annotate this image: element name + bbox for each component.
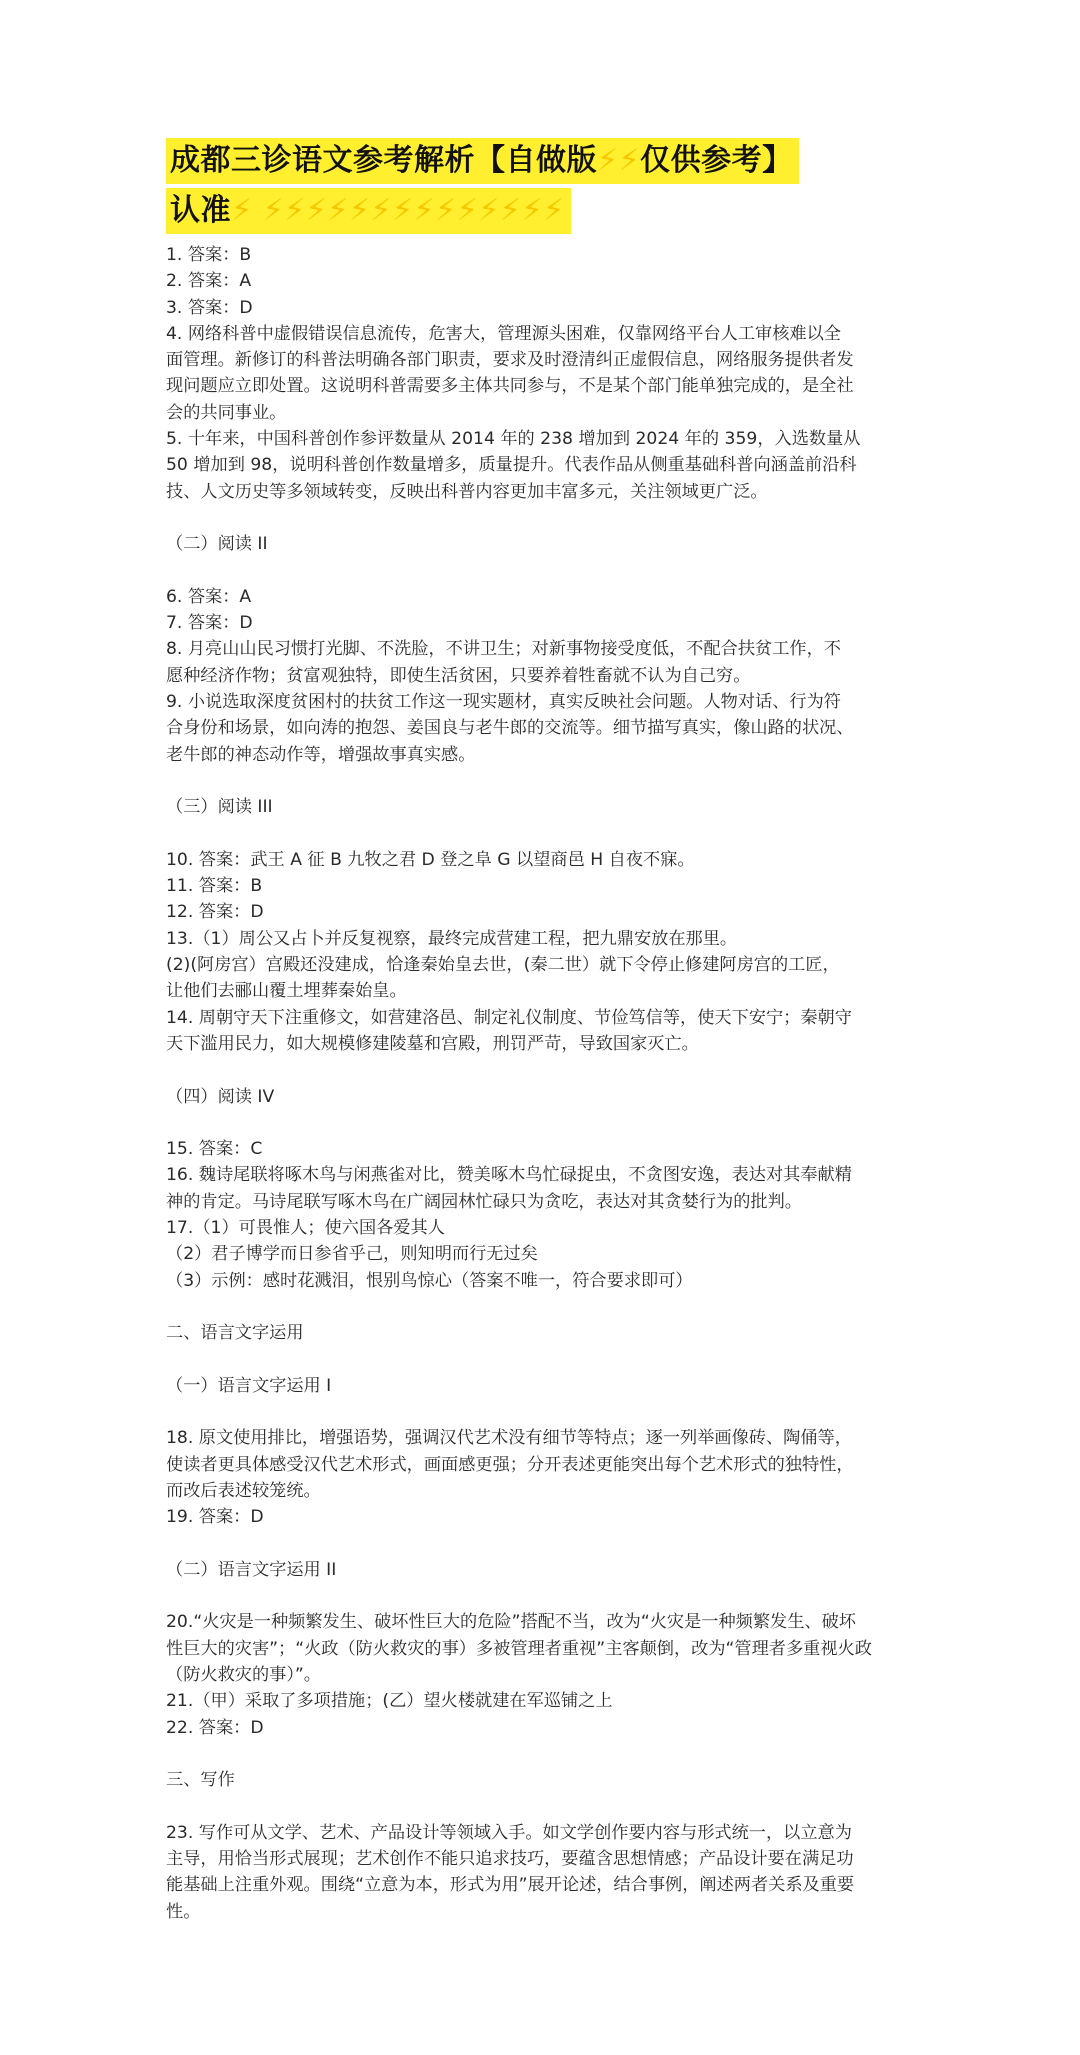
answer-body (166, 242, 926, 1925)
text-line: 15. 答案：C (166, 1139, 263, 1160)
lightning-bolt-icon: ⚡ ⚡⚡⚡⚡⚡⚡⚡⚡⚡⚡⚡⚡⚡⚡ (231, 193, 565, 228)
text-line: 面管理。新修订的科普法明确各部门职责，要求及时澄清纠正虚假信息，网络服务提供者发 (166, 350, 854, 371)
text-line: 三、写作 (166, 1770, 235, 1791)
text-line: 6. 答案：A (166, 586, 252, 607)
blank-line (166, 1741, 926, 1767)
document-page (166, 138, 926, 1925)
title-highlight-2 (166, 188, 571, 234)
text-line: 22. 答案：D (166, 1717, 264, 1738)
text-line: （防火救灾的事）”。 (166, 1665, 321, 1686)
blank-line (166, 505, 926, 531)
text-line: 21.（甲）采取了多项措施；(乙）望火楼就建在军巡铺之上 (166, 1691, 613, 1712)
text-line: 老牛郎的神态动作等，增强故事真实感。 (166, 744, 476, 765)
text-line: 8. 月亮山山民习惯打光脚、不洗脸，不讲卫生；对新事物接受度低，不配合扶贫工作，不 (166, 639, 841, 660)
text-line: 7. 答案：D (166, 613, 253, 634)
text-line: 天下滥用民力，如大规模修建陵墓和宫殿，刑罚严苛，导致国家灭亡。 (166, 1033, 699, 1054)
text-line: 2. 答案：A (166, 271, 252, 292)
text-line: 9. 小说选取深度贫困村的扶贫工作这一现实题材，真实反映社会问题。人物对话、行为符 (166, 692, 841, 713)
text-line: 现问题应立即处置。这说明科普需要多主体共同参与，不是某个部门能单独完成的，是全社 (166, 376, 854, 397)
text-line: （三）阅读 III (166, 797, 273, 818)
text-line: 13.（1）周公又占卜并反复视察，最终完成营建工程，把九鼎安放在那里。 (166, 928, 738, 949)
blank-line (166, 821, 926, 847)
text-line: 14. 周朝守天下注重修文，如营建洛邑、制定礼仪制度、节俭笃信等，使天下安宁；秦朝守 (166, 1007, 852, 1028)
text-line: 技、人文历史等多领域转变，反映出科普内容更加丰富多元，关注领域更广泛。 (166, 481, 768, 502)
text-line: 11. 答案：B (166, 876, 263, 897)
blank-line (166, 1531, 926, 1557)
text-line: 19. 答案：D (166, 1507, 264, 1528)
title-text-1: 成都三诊语文参考解析【自做版 (170, 143, 597, 178)
text-line: 3. 答案：D (166, 297, 253, 318)
title-highlight-1 (166, 138, 799, 184)
text-line: 17.（1）可畏惟人；使六国各爱其人 (166, 1217, 445, 1238)
text-line: (2)(阿房宫）宫殿还没建成，恰逢秦始皇去世，(秦二世）就下令停止修建阿房宫的工匠， (166, 955, 840, 976)
blank-line (166, 768, 926, 794)
title-row-1 (166, 138, 926, 184)
text-line: 23. 写作可从文学、艺术、产品设计等领域入手。如文学创作要内容与形式统一，以立意为 (166, 1822, 852, 1843)
text-line: 神的肯定。马诗尾联写啄木鸟在广阔园林忙碌只为贪吃，表达对其贪婪行为的批判。 (166, 1191, 802, 1212)
text-line: 5. 十年来，中国科普创作参评数量从 2014 年的 238 增加到 2024 年的 359，入选数量从 (166, 429, 861, 450)
lightning-bolt-icon: ⚡⚡ (597, 143, 641, 178)
text-line: 性巨大的灾害”；“火政（防火救灾的事）多被管理者重视”主客颠倒，改为“管理者多重视火政 (166, 1638, 872, 1659)
text-line: 二、语言文字运用 (166, 1323, 304, 1344)
text-line: 让他们去郦山覆土埋葬秦始皇。 (166, 981, 407, 1002)
title-row-2 (166, 188, 926, 234)
text-line: 使读者更具体感受汉代艺术形式，画面感更强；分开表述更能突出每个艺术形式的独特性， (166, 1454, 854, 1475)
title-text-1-tail: 仅供参考】 (640, 143, 793, 178)
blank-line (166, 558, 926, 584)
text-line: 4. 网络科普中虚假错误信息流传，危害大，管理源头困难，仅靠网络平台人工审核难以全 (166, 323, 841, 344)
text-line: 愿种经济作物；贫富观独特，即使生活贫困，只要养着牲畜就不认为自己穷。 (166, 665, 751, 686)
text-line: 20.“火灾是一种频繁发生、破坏性巨大的危险”搭配不当，改为“火灾是一种频繁发生、破坏 (166, 1612, 856, 1633)
blank-line (166, 1346, 926, 1372)
text-line: 合身份和场景，如向涛的抱怨、姜国良与老牛郎的交流等。细节描写真实，像山路的状况、 (166, 718, 854, 739)
text-line: 性。 (166, 1901, 201, 1922)
text-line: 16. 魏诗尾联将啄木鸟与闲燕雀对比，赞美啄木鸟忙碌捉虫，不贪图安逸，表达对其奉献精 (166, 1165, 852, 1186)
text-line: 主导，用恰当形式展现；艺术创作不能只追求技巧，要蕴含思想情感；产品设计要在满足功 (166, 1849, 854, 1870)
text-line: 而改后表述较笼统。 (166, 1480, 321, 1501)
text-line: 能基础上注重外观。围绕“立意为本，形式为用”展开论述，结合事例，阐述两者关系及重要 (166, 1875, 855, 1896)
text-line: 50 增加到 98，说明科普创作数量增多，质量提升。代表作品从侧重基础科普向涵盖前沿科 (166, 455, 857, 476)
blank-line (166, 1057, 926, 1083)
text-line: （3）示例：感时花溅泪，恨别鸟惊心（答案不唯一，符合要求即可） (166, 1270, 693, 1291)
title-text-2: 认准 (170, 193, 231, 228)
text-line: 1. 答案：B (166, 245, 252, 265)
text-line: 12. 答案：D (166, 902, 264, 923)
text-line: （二）语言文字运用 II (166, 1559, 337, 1580)
text-line: 18. 原文使用排比，增强语势，强调汉代艺术没有细节等特点；逐一列举画像砖、陶俑等， (166, 1428, 852, 1449)
text-line: （四）阅读 IV (166, 1086, 275, 1107)
blank-line (166, 1583, 926, 1609)
blank-line (166, 1294, 926, 1320)
blank-line (166, 1794, 926, 1820)
text-line: 会的共同事业。 (166, 402, 287, 423)
text-line: 10. 答案：武王 A 征 B 九牧之君 D 登之阜 G 以望商邑 H 自夜不寐。 (166, 849, 695, 870)
text-line: （2）君子博学而日参省乎己，则知明而行无过矣 (166, 1244, 538, 1265)
blank-line (166, 1110, 926, 1136)
blank-line (166, 1399, 926, 1425)
text-line: （二）阅读 II (166, 534, 268, 555)
text-line: （一）语言文字运用 I (166, 1375, 332, 1396)
